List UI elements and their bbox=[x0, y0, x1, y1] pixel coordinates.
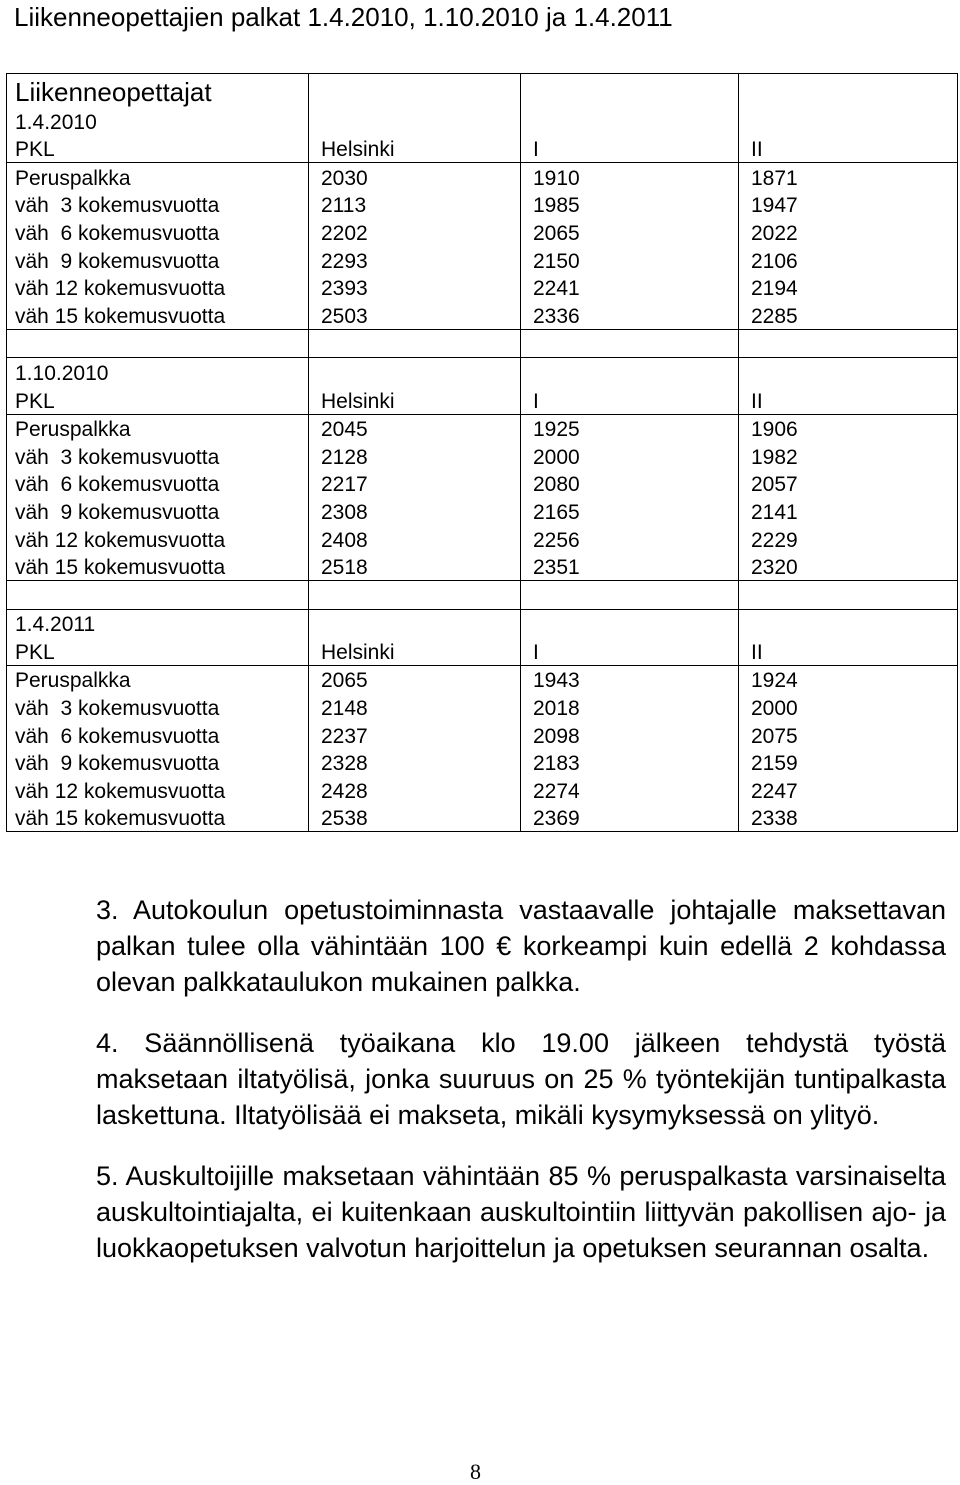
table-cell: 2022 bbox=[739, 218, 958, 246]
table-cell: Peruspalkka bbox=[7, 665, 309, 693]
table-cell: Peruspalkka bbox=[7, 163, 309, 191]
table-row bbox=[7, 442, 958, 470]
table-cell: väh 15 kokemusvuotta bbox=[7, 301, 309, 329]
table-row bbox=[7, 693, 958, 721]
table-cell: 2148 bbox=[309, 693, 521, 721]
table-cell: 1925 bbox=[521, 414, 739, 442]
table-cell: 2183 bbox=[521, 749, 739, 777]
document-title: Liikenneopettajien palkat 1.4.2010, 1.10.2010 ja 1.4.2011 bbox=[14, 2, 673, 32]
table-cell: PKL bbox=[7, 135, 309, 163]
section-header-row bbox=[7, 135, 958, 163]
table-cell: väh 3 kokemusvuotta bbox=[7, 191, 309, 219]
table-cell: 1924 bbox=[739, 665, 958, 693]
table-cell bbox=[521, 74, 739, 108]
table-cell: Helsinki bbox=[309, 135, 521, 163]
table-row bbox=[7, 246, 958, 274]
table-cell: 2247 bbox=[739, 776, 958, 804]
table-cell: 1982 bbox=[739, 442, 958, 470]
salary-table-body bbox=[7, 74, 958, 832]
table-cell: väh 6 kokemusvuotta bbox=[7, 470, 309, 498]
section-header-row bbox=[7, 386, 958, 414]
table-cell: 2000 bbox=[739, 693, 958, 721]
table-cell: 2000 bbox=[521, 442, 739, 470]
table-cell: väh 3 kokemusvuotta bbox=[7, 693, 309, 721]
table-cell bbox=[521, 581, 739, 610]
table-row bbox=[7, 776, 958, 804]
table-cell: 2113 bbox=[309, 191, 521, 219]
section-date-row bbox=[7, 358, 958, 386]
table-row bbox=[7, 274, 958, 302]
table-cell: väh 9 kokemusvuotta bbox=[7, 749, 309, 777]
table-cell: 2428 bbox=[309, 776, 521, 804]
table-cell: 2159 bbox=[739, 749, 958, 777]
table-row bbox=[7, 553, 958, 581]
table-cell: väh 12 kokemusvuotta bbox=[7, 525, 309, 553]
table-cell bbox=[521, 358, 739, 386]
table-cell: 2065 bbox=[521, 218, 739, 246]
section-header-row bbox=[7, 637, 958, 665]
table-cell: 1943 bbox=[521, 665, 739, 693]
table-cell bbox=[521, 107, 739, 135]
table-cell: 2237 bbox=[309, 721, 521, 749]
table-row bbox=[7, 414, 958, 442]
table-cell: 1.4.2011 bbox=[7, 609, 309, 637]
table-cell: 2285 bbox=[739, 301, 958, 329]
table-cell bbox=[739, 358, 958, 386]
table-cell bbox=[309, 74, 521, 108]
table-cell: Liikenneopettajat bbox=[7, 74, 309, 108]
table-cell: II bbox=[739, 386, 958, 414]
table-cell: 1.4.2010 bbox=[7, 107, 309, 135]
table-cell: 2241 bbox=[521, 274, 739, 302]
table-cell: 2141 bbox=[739, 497, 958, 525]
table-cell: 1947 bbox=[739, 191, 958, 219]
table-row bbox=[7, 218, 958, 246]
table-cell: 2098 bbox=[521, 721, 739, 749]
section-date-row bbox=[7, 107, 958, 135]
table-cell: 2106 bbox=[739, 246, 958, 274]
table-cell: 2308 bbox=[309, 497, 521, 525]
table-cell: 2338 bbox=[739, 804, 958, 832]
table-row bbox=[7, 470, 958, 498]
table-cell bbox=[309, 358, 521, 386]
table-cell: 2202 bbox=[309, 218, 521, 246]
table-cell: väh 15 kokemusvuotta bbox=[7, 553, 309, 581]
table-cell bbox=[739, 74, 958, 108]
table-cell: PKL bbox=[7, 386, 309, 414]
table-cell: 2018 bbox=[521, 693, 739, 721]
table-cell bbox=[739, 609, 958, 637]
table-cell: 2369 bbox=[521, 804, 739, 832]
table-cell: 2194 bbox=[739, 274, 958, 302]
table-cell: 2538 bbox=[309, 804, 521, 832]
table-cell: 2057 bbox=[739, 470, 958, 498]
table-cell: 2320 bbox=[739, 553, 958, 581]
table-cell: väh 6 kokemusvuotta bbox=[7, 721, 309, 749]
table-row bbox=[7, 749, 958, 777]
table-cell: 2408 bbox=[309, 525, 521, 553]
table-cell bbox=[309, 329, 521, 358]
table-cell: väh 9 kokemusvuotta bbox=[7, 497, 309, 525]
table-cell: II bbox=[739, 637, 958, 665]
table-row bbox=[7, 191, 958, 219]
table-caption-row bbox=[7, 74, 958, 108]
table-cell: 2274 bbox=[521, 776, 739, 804]
table-cell: I bbox=[521, 135, 739, 163]
table-cell: 2351 bbox=[521, 553, 739, 581]
table-row bbox=[7, 804, 958, 832]
table-cell: 2217 bbox=[309, 470, 521, 498]
table-cell: 2393 bbox=[309, 274, 521, 302]
table-row bbox=[7, 497, 958, 525]
table-cell bbox=[309, 107, 521, 135]
table-row bbox=[7, 525, 958, 553]
paragraph-4: 4. Säännöllisenä työaikana klo 19.00 jälkeen tehdystä työstä maksetaan iltatyölisä, jonka suuruus on 25 % työntekijän tuntipalkasta laskettuna. Iltatyölisää ei makseta, mikäli kysymyksessä on ylityö. bbox=[96, 1028, 946, 1130]
table-cell bbox=[739, 107, 958, 135]
table-cell: 1906 bbox=[739, 414, 958, 442]
table-cell: 2503 bbox=[309, 301, 521, 329]
table-row bbox=[7, 721, 958, 749]
table-cell: I bbox=[521, 637, 739, 665]
table-cell bbox=[309, 609, 521, 637]
table-cell: 2150 bbox=[521, 246, 739, 274]
table-cell: 2293 bbox=[309, 246, 521, 274]
table-cell: väh 12 kokemusvuotta bbox=[7, 274, 309, 302]
table-cell bbox=[739, 329, 958, 358]
table-cell: Helsinki bbox=[309, 386, 521, 414]
table-cell: 2030 bbox=[309, 163, 521, 191]
table-cell: 2229 bbox=[739, 525, 958, 553]
table-cell: PKL bbox=[7, 637, 309, 665]
table-cell: II bbox=[739, 135, 958, 163]
section-date-row bbox=[7, 609, 958, 637]
table-cell: I bbox=[521, 386, 739, 414]
page-number: 8 bbox=[470, 1459, 481, 1484]
salary-table bbox=[6, 73, 958, 832]
table-cell: Peruspalkka bbox=[7, 414, 309, 442]
table-cell bbox=[521, 329, 739, 358]
table-cell: 1985 bbox=[521, 191, 739, 219]
table-cell: 2328 bbox=[309, 749, 521, 777]
table-row bbox=[7, 163, 958, 191]
table-row bbox=[7, 301, 958, 329]
table-cell: 2256 bbox=[521, 525, 739, 553]
table-cell: 2065 bbox=[309, 665, 521, 693]
table-cell: väh 6 kokemusvuotta bbox=[7, 218, 309, 246]
table-spacer-row bbox=[7, 329, 958, 358]
table-cell: 2080 bbox=[521, 470, 739, 498]
table-cell: 2075 bbox=[739, 721, 958, 749]
table-cell: 2045 bbox=[309, 414, 521, 442]
paragraphs bbox=[96, 892, 946, 1291]
table-cell: väh 3 kokemusvuotta bbox=[7, 442, 309, 470]
table-cell bbox=[7, 329, 309, 358]
paragraph-3: 3. Autokoulun opetustoiminnasta vastaavalle johtajalle maksettavan palkan tulee olla vähintään 100 € korkeampi kuin edellä 2 kohdassa olevan palkkataulukon mukainen palkka. bbox=[96, 895, 946, 997]
table-spacer-row bbox=[7, 581, 958, 610]
table-cell bbox=[739, 581, 958, 610]
table-cell bbox=[7, 581, 309, 610]
table-cell: 1871 bbox=[739, 163, 958, 191]
paragraph-5: 5. Auskultoijille maksetaan vähintään 85 % peruspalkasta varsinaiselta auskultointiajalta, ei kuitenkaan auskultointiin liittyvän pakollisen ajo- ja luokkaopetuksen valvotun harjoittelun ja opetuksen seurannan osalta. bbox=[96, 1161, 946, 1263]
table-cell: Helsinki bbox=[309, 637, 521, 665]
table-cell: väh 12 kokemusvuotta bbox=[7, 776, 309, 804]
table-cell bbox=[521, 609, 739, 637]
table-cell: 2165 bbox=[521, 497, 739, 525]
table-cell: 2128 bbox=[309, 442, 521, 470]
table-cell: 1910 bbox=[521, 163, 739, 191]
table-cell bbox=[309, 581, 521, 610]
table-cell: 2336 bbox=[521, 301, 739, 329]
table-cell: väh 15 kokemusvuotta bbox=[7, 804, 309, 832]
table-row bbox=[7, 665, 958, 693]
table-cell: väh 9 kokemusvuotta bbox=[7, 246, 309, 274]
table-cell: 2518 bbox=[309, 553, 521, 581]
table-cell: 1.10.2010 bbox=[7, 358, 309, 386]
